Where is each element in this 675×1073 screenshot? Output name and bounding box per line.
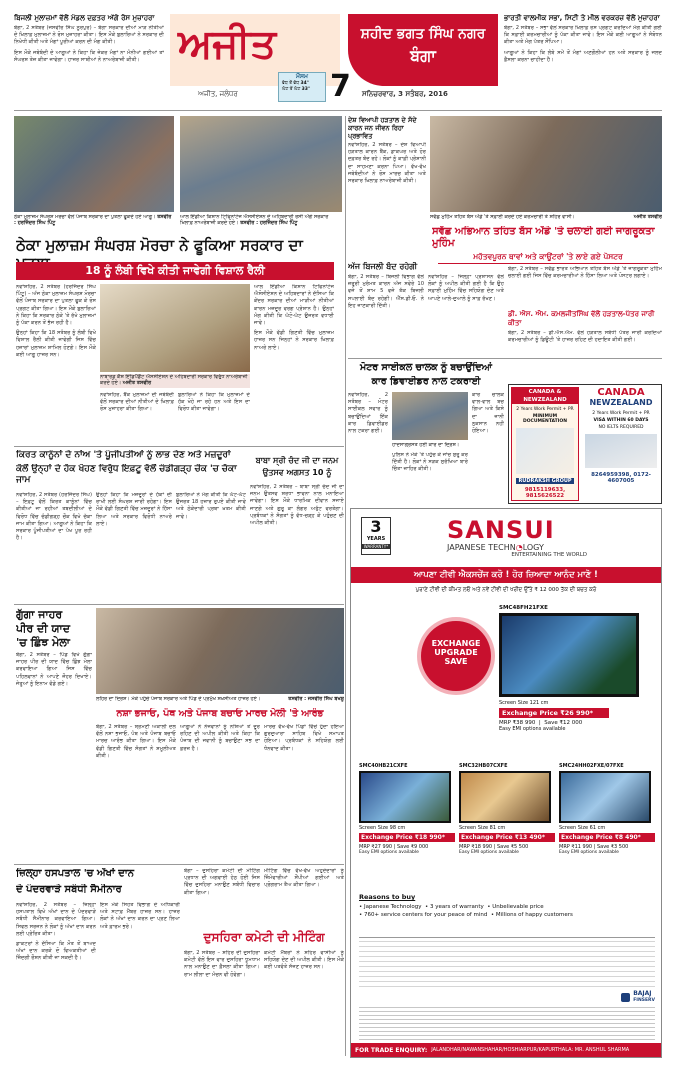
photo-protest-caption-text: ਆਲ ਇੰਡੀਆ ਕਿਸ਼ਾਨ ਟਿਫਿਨਾਂਟੇਜ ਐਸੋਸੀਏਸ਼ਨ ਦੇ ਅਹਿਬਦਾਰੀ ਰੋਸੀ ਅੱਗੇ ਸਰਕਾਰ ਖ਼ਿਲਾਫ਼ ਨਾਅਰੇਬਾਜ਼ੀ ਕਰਦੇ ਹੋਏ।	[180, 214, 329, 226]
exchange-1: EXCHANGE	[431, 639, 481, 648]
tv-card-1-exchange-price: ₹18 990*	[414, 834, 445, 841]
photo-group	[96, 608, 344, 694]
weather-max-label: ਵੱਧ ਤੋਂ ਵੱਧ	[282, 81, 300, 86]
photo-nabard-caption	[100, 374, 250, 388]
main-subheadline: 18 ਨੂੰ ਲੰਬੀ ਵਿਖੇ ਕੀਤੀ ਜਾਵੇਗੀ ਵਿਸ਼ਾਲ ਰੈਲੀ	[85, 264, 265, 277]
motor-title-2: ਕਾਰ ਡਿਵਾਈਡਰ ਨਾਲ ਟਕਰਾਈ	[371, 376, 481, 387]
exchange-2: UPGRADE	[434, 648, 478, 657]
tv-card-1-exchange: Exchange Price ₹18 990*	[359, 833, 455, 842]
reason-2: 3 years of warranty	[430, 904, 484, 910]
gn-body: ਬੰਗਾ, 2 ਸਤੰਬਰ – ਡੀ.ਐਸ.ਐਮ. ਵੱਲੋਂ ਹੜਤਾਲ ਸਬੰਧੀ ਪੱਤਰ ਜਾਰੀ ਕਰਦਿਆਂ ਕਰਮਚਾਰੀਆਂ ਨੂੰ ਡਿਊਟੀ 'ਤੇ ਹਾਜ਼ਰ ਰਹਿਣ ਦੀ ਹਦਾਇਤ ਕੀਤੀ ਗਈ।	[508, 330, 662, 344]
sansui-o-icon: ◔	[515, 543, 523, 552]
left-teaser-title: ਬਿਜਲੀ ਮੁਲਾਜ਼ਮਾਂ ਵੱਲੋਂ ਮੰਡਲ ਦਫ਼ਤਰ ਅੱਗੇ ਰੋਸ ਮੁਜ਼ਾਹਰਾ	[14, 14, 155, 22]
tv-card-2-emi: Easy EMI options available	[459, 850, 519, 855]
photo-cleanliness	[430, 116, 662, 212]
dusehra-title: ਦੁਸਹਿਰਾ ਕਮੇਟੀ ਦੀ ਮੀਟਿੰਗ	[203, 930, 325, 944]
gn-title: ਡੀ. ਐਸ. ਐਮ. ਕਮਲਜੀਤਸਿੰਘ ਵੱਲੋਂ ਹੜਤਾਲ-ਪੱਤਰ ਜਾਰੀ ਕੀਤਾ	[508, 310, 655, 327]
kirti-title-1: ਕਿਰਤ ਕਾਨੂੰਨਾਂ ਦੇ ਨਾਂਅ 'ਤੇ ਪੂੰਜੀਪਤੀਆਂ ਨੂੰ ਲਾਭ ਦੇਣ ਅਤੇ ਮਜ਼ਦੂਰਾਂ	[16, 450, 231, 460]
sansui-dealers	[359, 1007, 655, 1041]
baba-title-1: ਬਾਬਾ ਸ੍ਰੀ ਚੰਦ ਜੀ ਦਾ ਜਨਮ	[255, 456, 339, 465]
tv-main-exchange	[499, 708, 609, 718]
left-teaser-body: ਬੰਗਾ, 2 ਸਤੰਬਰ (ਜਸਵੀਰ ਸਿੰਘ ਨੂਰਪੁਰ) – ਬੰਗਾ ਸਰਕਾਰ ਦੀਆਂ ਮਾੜ ਨੀਤੀਆਂ ਦੇ ਖ਼ਿਲਾਫ਼ ਮੁਲਾਜ਼ਮਾਂ ਨੇ ਰੋਸ ਮੁਜ਼ਾਹਰਾ ਕੀਤਾ। ਇਸ ਮੌਕੇ ਬੁਲਾਰਿਆਂ ਨੇ ਸਰਕਾਰ ਦੀ ਨਿਖੇਧੀ ਕੀਤੀ ਅਤੇ ਮੰਗਾਂ ਪੂਰੀਆਂ ਕਰਨ ਦੀ ਮੰਗ ਕੀਤੀ। ਇਸ ਮੌਕੇ ਜਥੇਬੰਦੀ ਦੇ ਆਗੂਆਂ ਨੇ ਕਿਹਾ ਕਿ ਜੇਕਰ ਮੰਗਾਂ ਨਾ ਮੰਨੀਆਂ ਗਈਆਂ ਤਾਂ ਸੰਘਰਸ਼ ਤੇਜ਼ ਕੀਤਾ ਜਾਵੇਗਾ। ਹਾਜ਼ਰ ਸਾਥੀਆਂ ਨੇ ਨਾਅਰੇਬਾਜ਼ੀ ਕੀਤੀ।	[14, 25, 164, 63]
tv-card-2-mrp: MRP ₹18 990	[459, 844, 493, 850]
weather-max: 34°	[300, 81, 309, 86]
dusehra-body-1: ਬੰਗਾ – ਦੁਸਹਿਰਾ ਕਮੇਟੀ ਦੀ ਮੀਟਿੰਗ ਪ੍ਰਧਾਨ ਦੀ ਅਗਵਾਈ ਹੇਠ ਹੋਈ ਜਿਸ ਵਿੱਚ ਦੁਸਹਿਰਾ ਮਨਾਉਣ ਸਬੰਧੀ ਵਿਚਾਰ ਕੀਤਾ ਗਿਆ।	[184, 868, 260, 896]
tv-card-2-exchange-price: ₹13 490*	[514, 834, 545, 841]
photo-cleanliness-credit: ਅਜੀਤ ਤਸਵੀਰ	[633, 214, 662, 220]
tv-card-3-save: Save ₹3 500	[596, 844, 629, 850]
guga-title-2: ਪੀਰ ਦੀ ਯਾਦ	[16, 622, 70, 635]
cleanliness-subtitle: ਮਹੱਤਵਪੂਰਨ ਥਾਵਾਂ ਅਤੇ ਕਾਊਂਟਰਾਂ 'ਤੇ ਲਾਏ ਗਏ ਪੋਸਟਰ	[438, 252, 658, 264]
photo-effigy	[14, 116, 174, 212]
canada-box-line-2: MINIMUM DOCUMENTATION	[522, 414, 568, 424]
weather-min: 33°	[301, 87, 311, 92]
tv-card-2: SMC32HB07CXFE Screen Size 81 cm Exchange Price ₹13 490* MRP ₹18 990 | Save ₹5 500 Easy EMI options available	[459, 763, 555, 855]
main-article-col-2: ਨਵਾਂਸ਼ਹਿਰ, ਬੈਂਕ ਮੁਲਾਜ਼ਮਾਂ ਦੀ ਜਥੇਬੰਦੀ ਵੱਲੋਂ ਸਰਕਾਰ ਦੀਆਂ ਨੀਤੀਆਂ ਦੇ ਖ਼ਿਲਾਫ਼ ਰੋਸ ਮੁਜ਼ਾਹਰਾ ਕੀਤਾ ਗਿਆ।	[100, 392, 174, 413]
motor-title-1: ਮੋਟਰ ਸਾਈਕਲ ਚਾਲਕ ਨੂੰ ਬਚਾਉਂਦਿਆਂ	[359, 362, 493, 373]
canada-box	[511, 387, 579, 501]
canada-title-2: NEWZEALAND	[589, 398, 653, 407]
photo-protest-credit: ਤਸਵੀਰ : ਹਰਜਿੰਦਰ ਸਿੰਘ ਪਿੰਟੂ	[240, 220, 298, 226]
masthead-logo: ਅਜੀਤ	[178, 20, 277, 67]
zila-title-2: ਦੇ ਪੰਦਰਵਾੜੇ ਸਬੰਧੀ ਸੈਮੀਨਾਰ	[16, 884, 122, 895]
bajaj-sub-text: FINSERV	[633, 997, 655, 1003]
main-article-col-4: ਆਲ ਇੰਡੀਆ ਕਿਸ਼ਾਨ ਟਿਫਿਨਾਂਟੇਜ ਐਸੋਸੀਏਸ਼ਨ ਦੇ ਅਹਿਬਦਾਰਾਂ ਨੇ ਦੱਸਿਆ ਕਿ ਕੇਂਦਰ ਸਰਕਾਰ ਦੀਆਂ ਮਾੜੀਆਂ ਨੀਤੀਆਂ ਕਾਰਨ ਮਜ਼ਦੂਰ ਵਰਗ ਪ੍ਰੇਸ਼ਾਨ ਹੈ। ਉਨ੍ਹਾਂ ਮੰਗ ਕੀਤੀ ਕਿ ਘੱਟੋ-ਘੱਟ ਉਜਰਤ ਵਧਾਈ ਜਾਵੇ। ਇਸ ਮੌਕੇ ਵੱਡੀ ਗਿਣਤੀ ਵਿੱਚ ਮੁਲਾਜ਼ਮ ਹਾਜ਼ਰ ਸਨ ਜਿਨ੍ਹਾਂ ਨੇ ਸਰਕਾਰ ਖ਼ਿਲਾਫ਼ ਨਾਅਰੇ ਲਾਏ।	[254, 284, 334, 351]
bank-body: ਬੰਗਾ, 2 ਸਤੰਬਰ – ਬਿਜਲੀ ਵਿਭਾਗ ਵੱਲੋਂ ਜ਼ਰੂਰੀ ਮੁਰੰਮਤ ਕਾਰਨ ਅੱਜ ਸਵੇਰੇ 10 ਵਜੇ ਤੋਂ ਸ਼ਾਮ 5 ਵਜੇ ਤੱਕ ਬਿਜਲੀ ਸਪਲਾਈ ਬੰਦ ਰਹੇਗੀ। ਐੱਸ.ਡੀ.ਓ. ਨੇ ਇਹ ਜਾਣਕਾਰੀ ਦਿੱਤੀ।	[348, 274, 424, 309]
trade-enquiry-bar	[351, 1043, 661, 1057]
weather-label: ਮੌਸਮ	[296, 73, 308, 80]
cleanliness-title: ਸਵੱਛ ਅਭਿਆਨ ਤਹਿਤ ਬੱਸ ਅੱਡੇ 'ਤੇ ਚਲਾਈ ਗਈ ਜਾਗਰੂਕਤਾ ਮੁਹਿੰਮ	[432, 226, 655, 249]
article-strike-body: ਨਵਾਂਸ਼ਹਿਰ, 2 ਸਤੰਬਰ – ਦੇਸ਼ ਵਿਆਪੀ ਹੜਤਾਲ ਕਾਰਨ ਬੈਂਕ, ਡਾਕਘਰ ਅਤੇ ਹੋਰ ਦਫ਼ਤਰ ਬੰਦ ਰਹੇ। ਲੋਕਾਂ ਨੂੰ ਕਾਫ਼ੀ ਪ੍ਰੇਸ਼ਾਨੀ ਦਾ ਸਾਹਮਣਾ ਕਰਨਾ ਪਿਆ। ਵੱਖ-ਵੱਖ ਜਥੇਬੰਦੀਆਂ ਨੇ ਰੋਸ ਮਾਰਚ ਕੀਤਾ ਅਤੇ ਸਰਕਾਰ ਖ਼ਿਲਾਫ਼ ਨਾਅਰੇਬਾਜ਼ੀ ਕੀਤੀ।	[348, 142, 426, 185]
canada-box-group: RUDRAKSH GROUP	[516, 478, 574, 484]
photo-group-caption	[96, 696, 344, 704]
right-teaser-body: ਬੰਗਾ, 2 ਸਤੰਬਰ – ਸਭਾ ਵੱਲੋਂ ਸਰਕਾਰ ਖ਼ਿਲਾਫ਼ ਰੋਸ ਪ੍ਰਗਟ ਕਰਦਿਆਂ ਮੰਗ ਕੀਤੀ ਗਈ ਕਿ ਸਫ਼ਾਈ ਕਰਮਚਾਰੀਆਂ ਨੂੰ ਪੱਕਾ ਕੀਤਾ ਜਾਵੇ। ਇਸ ਮੌਕੇ ਕਈ ਆਗੂਆਂ ਨੇ ਸੰਬੋਧਨ ਕੀਤਾ ਅਤੇ ਮੰਗ ਪੱਤਰ ਸੌਂਪਿਆ। ਆਗੂਆਂ ਨੇ ਕਿਹਾ ਕਿ ਲੰਬੇ ਸਮੇਂ ਤੋਂ ਮੰਗਾਂ ਅਣਗੌਲੀਆਂ ਹਨ ਅਤੇ ਸਰਕਾਰ ਨੂੰ ਜਲਦ ਫ਼ੈਸਲਾ ਕਰਨਾ ਚਾਹੀਦਾ ਹੈ।	[504, 25, 662, 63]
warranty-sub: WARRANTY*	[363, 544, 389, 549]
article-strike	[348, 116, 426, 232]
masthead	[170, 14, 498, 106]
sansui-tagline-3: ENTERTAINING THE WORLD	[511, 552, 587, 558]
main-article-col-1: ਨਵਾਂਸ਼ਹਿਰ, 2 ਸਤੰਬਰ (ਹਰਜਿੰਦਰ ਸਿੰਘ ਪਿੰਟੂ) – ਅੱਜ ਠੇਕਾ ਮੁਲਾਜ਼ਮ ਸੰਘਰਸ਼ ਮੋਰਚਾ ਵੱਲੋਂ ਪੰਜਾਬ ਸਰਕਾਰ ਦਾ ਪੁਤਲਾ ਫੂਕ ਕੇ ਰੋਸ ਪ੍ਰਗਟ ਕੀਤਾ ਗਿਆ। ਇਸ ਮੌਕੇ ਬੁਲਾਰਿਆਂ ਨੇ ਕਿਹਾ ਕਿ ਸਰਕਾਰ ਠੇਕੇ 'ਤੇ ਰੱਖੇ ਮੁਲਾਜ਼ਮਾਂ ਨੂੰ ਪੱਕਾ ਕਰਨ ਤੋਂ ਭੱਜ ਰਹੀ ਹੈ। ਉਨ੍ਹਾਂ ਕਿਹਾ ਕਿ 18 ਸਤੰਬਰ ਨੂੰ ਲੰਬੀ ਵਿਖੇ ਵਿਸ਼ਾਲ ਰੈਲੀ ਕੀਤੀ ਜਾਵੇਗੀ ਜਿਸ ਵਿੱਚ ਹਜ਼ਾਰਾਂ ਮੁਲਾਜ਼ਮ ਸ਼ਾਮਿਲ ਹੋਣਗੇ। ਇਸ ਮੌਕੇ ਕਈ ਆਗੂ ਹਾਜ਼ਰ ਸਨ।	[16, 284, 96, 358]
warranty-label: YEARS	[366, 536, 386, 542]
edition-title-2: ਬੰਗਾ	[410, 46, 436, 65]
main-article-col-3: ਬੁਲਾਰਿਆਂ ਨੇ ਕਿਹਾ ਕਿ ਮੁਲਾਜ਼ਮਾਂ ਦੇ ਹੱਕ ਖੋਹੇ ਜਾ ਰਹੇ ਹਨ ਅਤੇ ਇਸ ਦਾ ਵਿਰੋਧ ਕੀਤਾ ਜਾਵੇਗਾ।	[178, 392, 250, 413]
photo-protest-caption	[180, 214, 342, 228]
reason-4: 760+ service centers for your peace of mind	[364, 912, 488, 918]
tv-card-1-mrp: MRP ₹27 990	[359, 844, 393, 850]
reason-1: Japanese Technology	[364, 904, 422, 910]
tv-card-1: SMC40HB21CXFE Screen Size 98 cm Exchange Price ₹18 990* MRP ₹27 990 | Save ₹9 000 Easy EMI options available	[359, 763, 455, 855]
column-rule-3	[14, 604, 344, 605]
nasha-title: ਨਸ਼ਾ ਭਜਾਓ, ਪੰਥ ਅਤੇ ਪੰਜਾਬ ਬਚਾਓ ਮਾਰਚ ਮੇਲੀ 'ਤੇ ਆਰੰਭ	[116, 708, 324, 719]
column-rule-5	[348, 358, 662, 359]
bajaj-text: BAJAJ	[633, 989, 652, 997]
canada-box-phone: 9815119633, 9815626522	[524, 487, 566, 499]
photo-group-caption-text: ਲਹਿਰ ਦਾ ਦ੍ਰਿਸ਼। ਮੌਕੇ ਪਹੁੰਚੇ ਪੰਜਾਬ ਸਰਕਾਰ ਅਤੇ ਪਿੰਡ ਦੇ ਪ੍ਰਮੁੱਖ ਸ਼ਖ਼ਸੀਅਤ ਹਾਜ਼ਰ ਹੋਏ।	[96, 696, 261, 702]
guga-title-3: 'ਚ ਛਿੰਝ ਮੇਲਾ	[16, 636, 70, 649]
tv-main-screen-graphic	[499, 613, 639, 697]
column-rule-4	[14, 864, 344, 865]
page-number: 7	[330, 69, 351, 104]
canada-right	[583, 387, 659, 501]
kirti-body-3: ਬੁਲਾਰਿਆਂ ਨੇ ਮੰਗ ਕੀਤੀ ਕਿ ਘੱਟੋ-ਘੱਟ ਉਜਰਤ 18 ਹਜ਼ਾਰ ਰੁਪਏ ਕੀਤੀ ਜਾਵੇ ਅਤੇ ਠੇਕੇਦਾਰੀ ਪ੍ਰਥਾ ਖ਼ਤਮ ਕੀਤੀ ਜਾਵੇ।	[176, 492, 246, 520]
zila-title-1: ਜ਼ਿਲ੍ਹਾ ਹਸਪਤਾਲ 'ਚ ਅੱਖਾਂ ਦਾਨ	[16, 868, 134, 879]
reasons-block: Reasons to buy • Japanese Technology • 3 years of warranty • Unbelievable price • 760+ service centers for your peace of mind • Millions of happy customers	[359, 893, 655, 933]
tv-main-mrp: MRP ₹38 990	[499, 720, 536, 726]
sansui-brand-text: SANSUI	[447, 516, 555, 544]
column-rule-2	[14, 446, 344, 447]
tv-card-1-save: Save ₹9 000	[396, 844, 429, 850]
photo-effigy-credit: ਤਸਵੀਰ : ਹਰਜਿੰਦਰ ਸਿੰਘ ਪਿੰਟੂ	[14, 214, 172, 226]
exchange-3: SAVE	[444, 657, 468, 666]
tv-card-3-mrp: MRP ₹11 990	[559, 844, 593, 850]
main-headline: ਠੇਕਾ ਮੁਲਾਜ਼ਮ ਸੰਘਰਸ਼ ਮੋਰਚਾ ਨੇ ਫੂਕਿਆ ਸਰਕਾਰ ਦਾ	[16, 236, 303, 254]
photo-car	[392, 392, 468, 440]
tv-card-1-model: SMC40HB21CXFE	[359, 763, 408, 769]
photo-car-caption: ਹਾਦਸਾਗ੍ਰਸਤ ਹੋਈ ਕਾਰ ਦਾ ਦ੍ਰਿਸ਼।	[392, 442, 460, 448]
masthead-city: ਅਜੀਤ, ਜਲੰਧਰ	[198, 90, 238, 98]
photo-effigy-caption	[14, 214, 174, 228]
tv-card-2-screen: Screen Size 81 cm	[459, 825, 506, 831]
sansui-tagline	[447, 543, 647, 552]
reason-5: Millions of happy customers	[495, 912, 573, 918]
canada-line-2: VISA WITHIN 60 DAYS	[593, 418, 649, 423]
guga-body: ਬੰਗਾ, 2 ਸਤੰਬਰ – ਪਿੰਡ ਵਿਖੇ ਗੁੱਗਾ ਜਾਹਰ ਪੀਰ ਦੀ ਯਾਦ ਵਿੱਚ ਛਿੰਝ ਮੇਲਾ ਕਰਵਾਇਆ ਗਿਆ ਜਿਸ ਵਿੱਚ ਪਹਿਲਵਾਨਾਂ ਨੇ ਆਪਣੇ ਜੌਹਰ ਦਿਖਾਏ। ਜੇਤੂਆਂ ਨੂੰ ਇਨਾਮ ਵੰਡੇ ਗਏ।	[16, 652, 92, 687]
sansui-fineprint-rule	[359, 937, 655, 938]
bank-title: ਅੱਜ ਬਿਜਲੀ ਬੰਦ ਰਹੇਗੀ	[348, 262, 418, 271]
zila-body-1: ਨਵਾਂਸ਼ਹਿਰ, 2 ਸਤੰਬਰ – ਜ਼ਿਲ੍ਹਾ ਹਸਪਤਾਲ ਵਿਖੇ ਅੱਖਾਂ ਦਾਨ ਦੇ ਪੰਦਰਵਾੜੇ ਸਬੰਧੀ ਸੈਮੀਨਾਰ ਕਰਵਾਇਆ ਗਿਆ। ਸਿਵਲ ਸਰਜਨ ਨੇ ਲੋਕਾਂ ਨੂੰ ਅੱਖਾਂ ਦਾਨ ਕਰਨ ਲਈ ਪ੍ਰੇਰਿਤ ਕੀਤਾ। ਡਾਕਟਰਾਂ ਨੇ ਦੱਸਿਆ ਕਿ ਮੌਤ ਤੋਂ ਬਾਅਦ ਅੱਖਾਂ ਦਾਨ ਕਰਕੇ ਦੋ ਵਿਅਕਤੀਆਂ ਦੀ ਜ਼ਿੰਦਗੀ ਰੌਸ਼ਨ ਕੀਤੀ ਜਾ ਸਕਦੀ ਹੈ।	[16, 902, 96, 962]
sansui-headline: ਆਪਣਾ ਟੀਵੀ ਐਕਸਚੇਂਜ ਕਰੋ ! ਹੋਰ ਜ਼ਿਆਦਾ ਆਨੰਦ ਮਾਣੋ !	[414, 570, 598, 580]
tv-card-2-model: SMC32HB07CXFE	[459, 763, 508, 769]
baba-title-2: ਉਤਸਵ ਅਗਸਤ 10 ਨੂੰ	[262, 468, 332, 477]
tv-row	[359, 763, 655, 883]
reason-3: Unbelievable price	[492, 904, 544, 910]
sansui-brand	[447, 517, 647, 558]
tv-card-3-model: SMC24HH02FXE/07FXE	[559, 763, 624, 769]
photo-nabard-caption-text: ਨਾਬਾਰਡ ਕੈਸ਼ ਇੰਡਿਪੈਂਡੈਂਟ ਐਸੋਸੀਏਸ਼ਨ ਦੇ ਅਹਿਬਦਾਰੀ ਸਰਕਾਰ ਵਿਰੁੱਧ ਨਾਅਰੇਬਾਜ਼ੀ ਕਰਦੇ ਹੋਏ।	[100, 374, 248, 386]
tv-card-3-screen-graphic	[559, 771, 651, 823]
trade-label: FOR TRADE ENQUIRY:	[355, 1046, 428, 1054]
dusehra-body-2: ਮੀਟਿੰਗ ਵਿੱਚ ਵੱਖ-ਵੱਖ ਅਹੁਦੇਦਾਰਾਂ ਨੂੰ ਜ਼ਿੰਮੇਵਾਰੀਆਂ ਸੌਂਪੀਆਂ ਗਈਆਂ ਅਤੇ ਪ੍ਰੋਗਰਾਮ ਤੈਅ ਕੀਤਾ ਗਿਆ।	[264, 868, 344, 889]
sansui-offer-line: ਪੁਰਾਣੇ ਟੀਵੀ ਦੀ ਕੀਮਤ ਲਓ ਅਤੇ ਨਵੇਂ ਟੀਵੀ ਦੀ ਖਰੀਦ ਉੱਤੇ ₹ 12 000 ਤੱਕ ਦੀ ਬਚਤ ਕਰੋ	[415, 587, 597, 593]
nasha-body-3: ਮਾਰਚ ਵੱਖ-ਵੱਖ ਪਿੰਡਾਂ ਵਿੱਚੋਂ ਹੁੰਦਾ ਹੋਇਆ ਗੁਰਦੁਆਰਾ ਸਾਹਿਬ ਵਿਖੇ ਸਮਾਪਤ ਹੋਇਆ। ਪ੍ਰਬੰਧਕਾਂ ਨੇ ਸਹਿਯੋਗ ਲਈ ਧੰਨਵਾਦ ਕੀਤਾ।	[264, 724, 344, 752]
canada-line-3: NO IELTS REQUIRED	[598, 425, 644, 430]
tv-card-1-screen-graphic	[359, 771, 451, 823]
sansui-tagline-1: JAPANESE TECHN	[447, 543, 516, 552]
photo-nabard	[100, 284, 250, 372]
right-teaser-title: ਭਾਰਤੀ ਵਾਲਮੀਕ ਸਭਾ, ਸਿਟੀ ਤੇ ਮੀਲ ਵਰਕਰਜ਼ ਵੱਲੋਂ ਮੁਜ਼ਾਹਰਾ	[504, 14, 660, 22]
sansui-ad	[350, 508, 662, 1058]
right-teaser	[504, 14, 662, 106]
tv-card-2-save: Save ₹5 500	[496, 844, 529, 850]
dusehra-body-4: ਕਮੇਟੀ ਮੈਂਬਰਾਂ ਨੇ ਸ਼ਹਿਰ ਵਾਸੀਆਂ ਨੂੰ ਸਹਿਯੋਗ ਦੇਣ ਦੀ ਅਪੀਲ ਕੀਤੀ। ਇਸ ਮੌਕੇ ਕਈ ਪਤਵੰਤੇ ਸੱਜਣ ਹਾਜ਼ਰ ਸਨ।	[264, 950, 344, 971]
sansui-fineprint	[359, 941, 655, 987]
zila-body-2: ਇਸ ਮੌਕੇ ਸਿਹਤ ਵਿਭਾਗ ਦੇ ਅਧਿਕਾਰੀ ਅਤੇ ਸਟਾਫ਼ ਮੈਂਬਰ ਹਾਜ਼ਰ ਸਨ। ਹਾਜ਼ਰ ਲੋਕਾਂ ਨੇ ਅੱਖਾਂ ਦਾਨ ਕਰਨ ਦਾ ਪ੍ਰਣ ਲਿਆ ਅਤੇ ਫ਼ਾਰਮ ਭਰੇ।	[100, 902, 180, 930]
tv-card-3: SMC24HH02FXE/07FXE Screen Size 61 cm Exchange Price ₹8 490* MRP ₹11 990 | Save ₹3 500 Easy EMI options available	[559, 763, 655, 855]
photo-cleanliness-caption	[430, 214, 662, 222]
tv-card-3-emi: Easy EMI options available	[559, 850, 619, 855]
tv-main-exchange-label: Exchange Price	[502, 709, 558, 717]
photo-nabard-credit: ਅਜੀਤ ਤਸਵੀਰ	[122, 380, 152, 386]
tv-main-model: SMC48FH21FXE	[499, 605, 548, 611]
tv-card-1-emi: Easy EMI options available	[359, 850, 419, 855]
sansui-tagline-2: LOGY	[522, 543, 544, 552]
weather-min-label: ਘੱਟ ਤੋਂ ਘੱਟ	[282, 87, 301, 92]
article-strike-title: ਦੇਸ਼ ਵਿਆਪੀ ਹੜਤਾਲ ਦੇ ਸੱਦੇ ਕਾਰਨ ਜਨ ਜੀਵਨ ਰਿਹਾ ਪ੍ਰਭਾਵਿਤ	[348, 116, 417, 140]
motor-body: ਨਵਾਂਸ਼ਹਿਰ, 2 ਸਤੰਬਰ – ਮੋਟਰ ਸਾਈਕਲ ਸਵਾਰ ਨੂੰ ਬਚਾਉਂਦਿਆਂ ਇੱਕ ਕਾਰ ਡਿਵਾਈਡਰ ਨਾਲ ਟਕਰਾ ਗਈ।	[348, 392, 388, 435]
photo-cleanliness-caption-text: ਸਵੱਛ ਮੁਹਿੰਮ ਤਹਿਤ ਬੱਸ ਅੱਡੇ 'ਤੇ ਸਫ਼ਾਈ ਕਰਦੇ ਹੋਏ ਕਰਮਚਾਰੀ ਤੇ ਸ਼ਹਿਰ ਵਾਸੀ।	[430, 214, 575, 220]
tv-card-3-screen: Screen Size 61 cm	[559, 825, 606, 831]
nasha-body-2: ਆਗੂਆਂ ਨੇ ਨੌਜਵਾਨਾਂ ਨੂੰ ਨਸ਼ਿਆਂ ਤੋਂ ਦੂਰ ਰਹਿਣ ਦੀ ਅਪੀਲ ਕੀਤੀ ਅਤੇ ਕਿਹਾ ਕਿ ਪੰਜਾਬ ਦੀ ਜਵਾਨੀ ਨੂੰ ਬਚਾਉਣਾ ਸਭ ਦਾ ਫ਼ਰਜ਼ ਹੈ।	[180, 724, 260, 752]
cleanliness-body: ਬੰਗਾ, 2 ਸਤੰਬਰ – ਸਵੱਛ ਭਾਰਤ ਅਭਿਆਨ ਤਹਿਤ ਬੱਸ ਅੱਡੇ 'ਤੇ ਜਾਗਰੂਕਤਾ ਮੁਹਿੰਮ ਚਲਾਈ ਗਈ ਜਿਸ ਵਿੱਚ ਕਰਮਚਾਰੀਆਂ ਨੇ ਹਿੱਸਾ ਲਿਆ ਅਤੇ ਪੋਸਟਰ ਲਗਾਏ।	[508, 266, 662, 280]
dusehra-body-3: ਬੰਗਾ, 2 ਸਤੰਬਰ – ਸ਼ਹਿਰ ਦੀ ਦੁਸਹਿਰਾ ਕਮੇਟੀ ਵੱਲੋਂ ਇਸ ਵਾਰ ਦੁਸਹਿਰਾ ਧੂਮਧਾਮ ਨਾਲ ਮਨਾਉਣ ਦਾ ਫ਼ੈਸਲਾ ਕੀਤਾ ਗਿਆ। ਰਾਮ ਲੀਲਾ ਦਾ ਮੰਚਨ ਵੀ ਹੋਵੇਗਾ।	[184, 950, 260, 978]
canada-box-title: CANADA & NEWZEALAND	[512, 388, 578, 404]
bajaj-shield-icon	[621, 993, 630, 1002]
kirti-body-1: ਨਵਾਂਸ਼ਹਿਰ, 2 ਸਤੰਬਰ (ਹਰਜਿੰਦਰ ਸਿੰਘ) – ਇਫ਼ਟੂ ਵੱਲੋਂ ਕਿਰਤ ਕਾਨੂੰਨਾਂ ਵਿੱਚ ਕੀਤੀਆਂ ਜਾ ਰਹੀਆਂ ਤਬਦੀਲੀਆਂ ਦੇ ਵਿਰੋਧ ਵਿੱਚ ਚੰਡੀਗੜ੍ਹ ਚੌਕ ਵਿਖੇ ਚੱਕਾ ਜਾਮ ਕੀਤਾ ਗਿਆ। ਆਗੂਆਂ ਨੇ ਕਿਹਾ ਕਿ ਸਰਕਾਰ ਪੂੰਜੀਪਤੀਆਂ ਦਾ ਪੱਖ ਪੂਰ ਰਹੀ ਹੈ।	[16, 492, 92, 542]
tv-main: SMC48FH21FXE Screen Size 121 cm Exchange Price ₹26 990* MRP ₹38 990 | Save ₹12 000 Easy EMI options available	[499, 605, 649, 755]
tv-card-3-exchange: Exchange Price ₹8 490*	[559, 833, 655, 842]
left-teaser	[14, 14, 164, 106]
kirti-body-2: ਉਨ੍ਹਾਂ ਕਿਹਾ ਕਿ ਮਜ਼ਦੂਰਾਂ ਦੇ ਹੱਕਾਂ ਦੀ ਰਾਖੀ ਲਈ ਸੰਘਰਸ਼ ਜਾਰੀ ਰਹੇਗਾ। ਇਸ ਮੌਕੇ ਵੱਡੀ ਗਿਣਤੀ ਵਿੱਚ ਮਜ਼ਦੂਰਾਂ ਨੇ ਹਿੱਸਾ ਲਿਆ ਅਤੇ ਸਰਕਾਰ ਵਿਰੋਧੀ ਨਾਅਰੇ ਲਾਏ।	[96, 492, 172, 527]
tv-card-2-screen-graphic	[459, 771, 551, 823]
sansui-headline-bar	[351, 567, 661, 583]
tv-card-1-screen: Screen Size 98 cm	[359, 825, 406, 831]
tv-card-2-exchange: Exchange Price ₹13 490*	[459, 833, 555, 842]
tv-main-save: Save ₹12 000	[544, 720, 583, 726]
kirti-title-2: ਕੋਲੋਂ ਉਨ੍ਹਾਂ ਦੇ ਹੱਕ ਖੋਹਣ ਵਿਰੁੱਧ ਇਫ਼ਟੂ ਵੱਲੋਂ ਚੰਡੀਗੜ੍ਹ ਚੌਕ 'ਚ ਚੱਕਾ ਜਾਮ	[16, 464, 237, 485]
tv-card-3-exchange-price: ₹8 490*	[614, 834, 641, 841]
photo-group-credit: ਤਸਵੀਰ : ਜਸਵੀਰ ਸਿੰਘ ਬਖਸ਼ੂ	[288, 696, 344, 702]
tv-main-screen: Screen Size 121 cm	[499, 700, 549, 706]
canada-ad	[508, 384, 662, 504]
photo-effigy-caption-text: ਠੇਕਾ ਮੁਲਾਜ਼ਮ ਸੰਘਰਸ਼ ਮੋਰਚਾ ਵੱਲੋਂ ਪੰਜਾਬ ਸਰਕਾਰ ਦਾ ਪੁਤਲਾ ਫੂਕਦੇ ਹੋਏ ਆਗੂ।	[14, 214, 156, 220]
warranty-years: 3	[370, 517, 382, 536]
masthead-date: ਸਨਿਚਰਵਾਰ, 3 ਸਤੰਬਰ, 2016	[362, 90, 448, 98]
warranty-badge	[361, 517, 391, 555]
edition-title-1: ਸ਼ਹੀਦ ਭਗਤ ਸਿੰਘ ਨਗਰ	[360, 26, 486, 42]
canada-box-line-1: 2 Years Work Permit + PR	[516, 407, 574, 412]
bank-body-2: ਨਵਾਂਸ਼ਹਿਰ – ਜਿਲ੍ਹਾ ਪ੍ਰਸ਼ਾਸਨ ਵੱਲੋਂ ਲੋਕਾਂ ਨੂੰ ਅਪੀਲ ਕੀਤੀ ਗਈ ਹੈ ਕਿ ਉਹ ਸਫ਼ਾਈ ਮੁਹਿੰਮ ਵਿੱਚ ਸਹਿਯੋਗ ਦੇਣ ਅਤੇ ਆਪਣੇ ਆਲੇ-ਦੁਆਲੇ ਨੂੰ ਸਾਫ਼ ਰੱਖਣ।	[428, 274, 504, 302]
motor-body-3: ਪੁਲਿਸ ਨੇ ਮੌਕੇ 'ਤੇ ਪਹੁੰਚ ਕੇ ਜਾਂਚ ਸ਼ੁਰੂ ਕਰ ਦਿੱਤੀ ਹੈ। ਲੋਕਾਂ ਨੇ ਸੜਕ ਸੁਰੱਖਿਆ ਬਾਰੇ ਚਿੰਤਾ ਜ਼ਾਹਿਰ ਕੀਤੀ।	[392, 452, 468, 473]
canada-title-1: CANADA	[597, 387, 645, 398]
main-subheadline-bar	[16, 262, 334, 280]
canada-right-phone: 8264959398, 0172-4607005	[591, 472, 651, 484]
motor-body-2: ਕਾਰ ਚਾਲਕ ਵਾਲ-ਵਾਲ ਬਚ ਗਿਆ ਅਤੇ ਕਿਸੇ ਦਾ ਜਾਨੀ ਨੁਕਸਾਨ ਨਹੀਂ ਹੋਇਆ।	[472, 392, 504, 435]
baba-body: ਨਵਾਂਸ਼ਹਿਰ, 2 ਸਤੰਬਰ – ਬਾਬਾ ਸ੍ਰੀ ਚੰਦ ਜੀ ਦਾ ਜਨਮ ਉਤਸਵ ਸ਼ਰਧਾ ਭਾਵਨਾ ਨਾਲ ਮਨਾਇਆ ਜਾਵੇਗਾ। ਇਸ ਮੌਕੇ ਧਾਰਮਿਕ ਦੀਵਾਨ ਸਜਾਏ ਜਾਣਗੇ ਅਤੇ ਗੁਰੂ ਕਾ ਲੰਗਰ ਅਤੁੱਟ ਵਰਤੇਗਾ। ਪ੍ਰਬੰਧਕਾਂ ਨੇ ਸੰਗਤਾਂ ਨੂੰ ਵੱਧ-ਚੜ੍ਹ ਕੇ ਪਹੁੰਚਣ ਦੀ ਅਪੀਲ ਕੀਤੀ।	[250, 484, 344, 527]
weather-box	[278, 72, 326, 102]
tv-main-emi: Easy EMI options available	[499, 726, 566, 732]
bajaj-logo	[621, 991, 655, 1004]
guga-title-1: ਗੁੱਗਾ ਜਾਹਰ	[16, 608, 63, 621]
exchange-badge	[421, 621, 491, 691]
reasons-title: Reasons to buy	[359, 893, 416, 901]
column-rule-1	[345, 116, 346, 1056]
sansui-footer-bar	[359, 991, 655, 1003]
photo-protest	[180, 116, 342, 212]
masthead-divider	[14, 110, 662, 111]
trade-line: JALANDHAR/NAWANSHAHAR/HOSHIARPUR/KAPURTHALA: MR. ANSHUL SHARMA	[431, 1047, 630, 1053]
edition-title-block	[348, 14, 498, 86]
nasha-body-1: ਬੰਗਾ, 2 ਸਤੰਬਰ – ਸ਼੍ਰੋਮਣੀ ਅਕਾਲੀ ਦਲ ਵੱਲੋਂ ਨਸ਼ਾ ਭਜਾਓ, ਪੰਥ ਅਤੇ ਪੰਜਾਬ ਬਚਾਓ ਮਾਰਚ ਆਰੰਭ ਕੀਤਾ ਗਿਆ। ਇਸ ਮੌਕੇ ਵੱਡੀ ਗਿਣਤੀ ਵਿੱਚ ਸੰਗਤਾਂ ਨੇ ਸ਼ਮੂਲੀਅਤ ਕੀਤੀ।	[96, 724, 176, 759]
tv-main-exchange-price: ₹26 990*	[560, 709, 593, 717]
canada-line-1: 2 Years Work Permit + PR	[592, 411, 650, 416]
